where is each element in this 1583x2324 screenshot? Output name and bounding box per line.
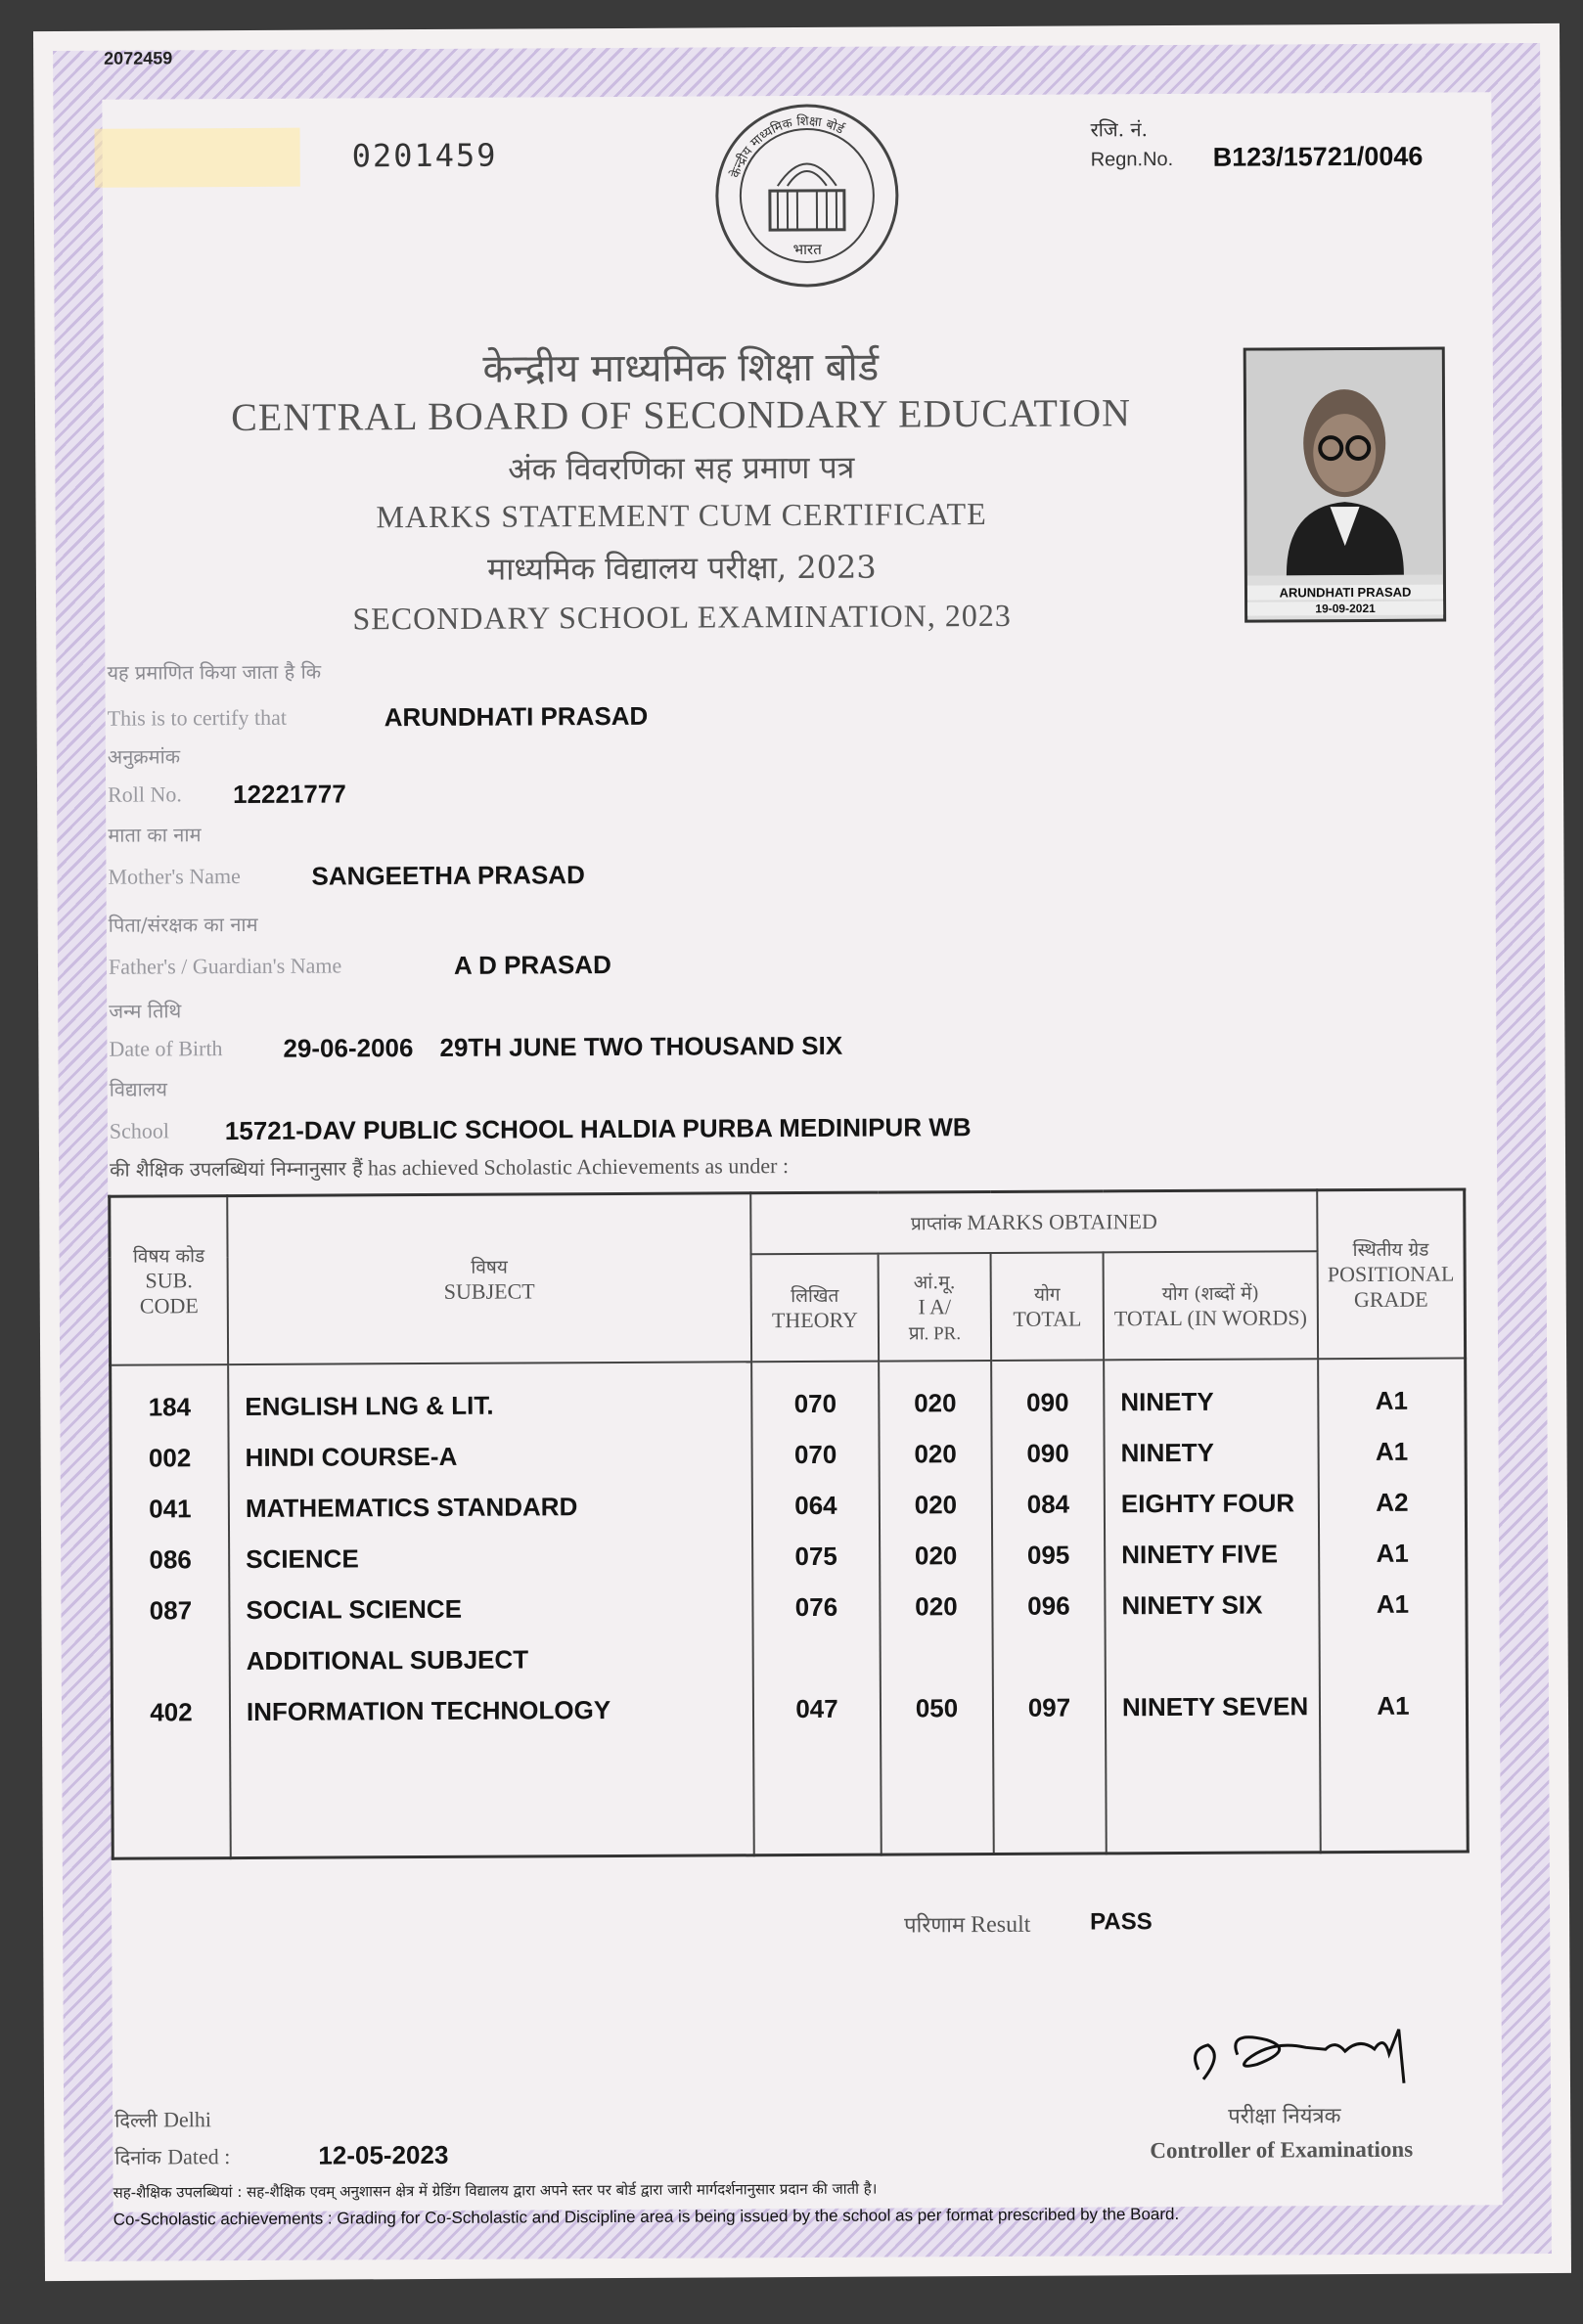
sub-code-cell: 041	[149, 1493, 192, 1524]
theory-header: THEORY	[771, 1307, 858, 1332]
roll-number: 12221777	[232, 779, 346, 810]
marks-table	[108, 1187, 1470, 1859]
issue-date: 12-05-2023	[318, 2139, 449, 2170]
date-label-english: Dated :	[167, 2144, 231, 2169]
subjects-column	[228, 1362, 754, 1858]
col-marks-obtained	[750, 1190, 1317, 1254]
sub-code-header-hindi: विषय कोड	[132, 1244, 205, 1268]
ia-cell: 020	[914, 1540, 958, 1570]
theory-cell: 075	[794, 1541, 837, 1571]
certify-label-hindi: यह प्रमाणित किया जाता है कि	[107, 659, 322, 685]
exam-title: SECONDARY SCHOOL EXAMINATION, 2023	[352, 597, 1012, 637]
certificate-number: 0201459	[351, 136, 498, 175]
date-label	[114, 2143, 230, 2170]
mother-name: SANGEETHA PRASAD	[311, 860, 585, 891]
photo-caption-date: 19-09-2021	[1247, 602, 1443, 616]
board-name-hindi: केन्द्रीय माध्यमिक शिक्षा बोर्ड	[482, 344, 880, 392]
marks-header: MARKS OBTAINED	[967, 1208, 1157, 1234]
mother-label: Mother's Name	[108, 864, 241, 889]
total-header: TOTAL	[1013, 1306, 1082, 1331]
co-scholastic-note: Co-Scholastic achievements : Grading for Co-Scholastic and Discipline area is being issued by the school as per format prescribed by the Board.	[113, 2204, 1180, 2229]
regn-number: B123/15721/0046	[1212, 141, 1424, 172]
result-label-english: Result	[971, 1911, 1031, 1939]
student-name: ARUNDHATI PRASAD	[384, 700, 649, 733]
father-name: A D PRASAD	[453, 950, 611, 980]
ia-cell: 020	[914, 1489, 958, 1519]
emblem-bottom-text: भारत	[792, 240, 822, 259]
sub-code-cell: 087	[149, 1594, 193, 1625]
regn-label-hindi: रजि. नं.	[1090, 117, 1148, 142]
col-subject	[227, 1193, 751, 1364]
col-ia	[879, 1252, 992, 1361]
total-column	[991, 1360, 1107, 1855]
subject-cell: HINDI COURSE-A	[245, 1441, 458, 1472]
grade-header-hindi: स्थितीय ग्रेड	[1352, 1238, 1429, 1261]
total-words-cell: NINETY SIX	[1121, 1589, 1263, 1620]
controller-title: Controller of Examinations	[1150, 2136, 1414, 2164]
emblem-top-text: केन्द्रीय माध्यमिक शिक्षा बोर्ड	[728, 113, 846, 180]
result-label	[904, 1909, 1030, 1940]
ia-cell: 020	[915, 1590, 958, 1621]
svg-text:केन्द्रीय माध्यमिक शिक्षा बोर्	[727, 112, 847, 179]
co-scholastic-note-hindi: सह-शैक्षिक उपलब्धियां : सह-शैक्षिक एवम् अनुशासन क्षेत्र में ग्रेडिंग विद्यालय द्वारा अपने स्तर पर बोर्ड द्वारा जारी मार्गदर्शनानुसार प्रदान की जाती है।	[113, 2179, 878, 2202]
theory-cell: 064	[794, 1490, 837, 1520]
grade-cell: A1	[1376, 1588, 1410, 1619]
theory-column	[751, 1361, 882, 1855]
col-total	[991, 1252, 1105, 1361]
signature-icon	[1179, 2010, 1453, 2099]
ia-header: I A/	[918, 1293, 952, 1318]
ia-column	[879, 1360, 994, 1855]
grade-cell: A1	[1376, 1538, 1409, 1568]
ia-cell: 050	[915, 1692, 959, 1722]
words-header: TOTAL (IN WORDS)	[1113, 1304, 1307, 1330]
total-cell: 090	[1026, 1438, 1069, 1468]
col-theory	[751, 1253, 880, 1362]
school-label-hindi: विद्यालय	[109, 1077, 167, 1101]
sub-code-cell: 184	[148, 1391, 192, 1422]
ia-pr-header: प्रा. PR.	[908, 1322, 962, 1344]
col-total-words	[1104, 1251, 1319, 1360]
controller-hindi: परीक्षा नियंत्रक	[1228, 2104, 1341, 2129]
grade-cell: A1	[1375, 1436, 1409, 1466]
total-words-cell: NINETY	[1120, 1437, 1215, 1467]
dob-label-hindi: जन्म तिथि	[109, 999, 182, 1023]
regn-label: Regn.No.	[1090, 149, 1174, 171]
total-cell: 097	[1027, 1692, 1071, 1722]
subject-cell: SCIENCE	[246, 1542, 359, 1574]
place-hindi: दिल्ली	[114, 2108, 158, 2132]
sub-code-header: SUB. CODE	[139, 1268, 199, 1318]
subject-header: SUBJECT	[443, 1278, 535, 1304]
student-portrait-icon	[1246, 350, 1443, 576]
doc-title: MARKS STATEMENT CUM CERTIFICATE	[376, 496, 987, 535]
subject-cell: INFORMATION TECHNOLOGY	[246, 1694, 611, 1726]
top-serial-number: 2072459	[104, 48, 173, 68]
theory-header-hindi: लिखित	[791, 1284, 839, 1307]
total-cell: 096	[1027, 1590, 1070, 1621]
school-name: 15721-DAV PUBLIC SCHOOL HALDIA PURBA MEDINIPUR WB	[224, 1112, 972, 1146]
mother-label-hindi: माता का नाम	[108, 823, 202, 847]
photo-caption-name: ARUNDHATI PRASAD	[1247, 585, 1443, 601]
marks-header-hindi: प्राप्तांक	[910, 1212, 962, 1235]
table-body-row	[111, 1358, 1469, 1858]
place-label	[114, 2106, 211, 2133]
subject-cell: ENGLISH LNG & LIT.	[245, 1390, 494, 1421]
col-sub-code	[110, 1196, 228, 1365]
subject-cell: SOCIAL SCIENCE	[246, 1593, 463, 1625]
yellow-sticker	[95, 128, 300, 188]
additional-subject-label: ADDITIONAL SUBJECT	[246, 1643, 529, 1676]
father-label: Father's / Guardian's Name	[108, 953, 342, 979]
col-grade	[1317, 1189, 1465, 1359]
subject-header-hindi: विषय	[471, 1256, 508, 1278]
theory-cell: 047	[795, 1693, 838, 1723]
achievement-line	[110, 1152, 789, 1183]
date-label-hindi: दिनांक	[114, 2145, 161, 2169]
exam-title-hindi: माध्यमिक विद्यालय परीक्षा, 2023	[486, 548, 877, 588]
total-words-cell: NINETY FIVE	[1121, 1538, 1279, 1569]
sub-code-cell: 086	[149, 1543, 192, 1575]
grade-column	[1318, 1358, 1468, 1853]
ia-header-hindi: आं.मू.	[913, 1271, 956, 1293]
doc-title-hindi: अंक विवरणिका सह प्रमाण पत्र	[508, 448, 855, 488]
ia-cell: 020	[914, 1438, 957, 1468]
grade-cell: A1	[1375, 1385, 1409, 1415]
certificate-sheet	[33, 23, 1571, 2281]
achievement-hindi: की शैक्षिक उपलब्धियां निम्नानुसार हैं	[110, 1156, 363, 1182]
grade-header: POSITIONAL GRADE	[1327, 1261, 1455, 1312]
ia-cell: 020	[914, 1387, 957, 1417]
total-words-cell: EIGHTY FOUR	[1120, 1487, 1295, 1518]
cbse-emblem-icon	[708, 97, 905, 293]
student-photo	[1244, 347, 1446, 623]
sub-code-cell: 002	[148, 1442, 192, 1473]
place-english: Delhi	[163, 2107, 212, 2132]
school-label: School	[109, 1118, 170, 1143]
total-words-cell: NINETY	[1120, 1386, 1214, 1416]
theory-cell: 070	[793, 1439, 837, 1469]
result-value: PASS	[1090, 1908, 1153, 1936]
dob-label: Date of Birth	[109, 1036, 223, 1061]
roll-label-hindi: अनुक्रमांक	[107, 744, 181, 769]
total-header-hindi: योग	[1033, 1283, 1061, 1306]
theory-cell: 070	[793, 1388, 837, 1418]
subject-cell: MATHEMATICS STANDARD	[245, 1491, 578, 1523]
dob-value: 29-06-2006	[283, 1033, 414, 1063]
total-words-cell: NINETY SEVEN	[1121, 1690, 1309, 1721]
total-cell: 095	[1026, 1540, 1070, 1570]
codes-column	[111, 1364, 231, 1859]
words-header-hindi: योग (शब्दों में)	[1161, 1282, 1259, 1305]
dob-words: 29TH JUNE TWO THOUSAND SIX	[439, 1030, 843, 1062]
board-name: CENTRAL BOARD OF SECONDARY EDUCATION	[231, 390, 1132, 440]
certify-label: This is to certify that	[107, 704, 288, 731]
total-cell: 084	[1026, 1489, 1070, 1519]
result-label-hindi: परिणाम	[904, 1913, 966, 1939]
achievement-english: has achieved Scholastic Achievements as under :	[367, 1153, 790, 1181]
theory-cell: 076	[794, 1591, 838, 1622]
grade-cell: A2	[1376, 1487, 1409, 1517]
words-column	[1104, 1359, 1321, 1854]
grade-cell: A1	[1377, 1690, 1410, 1721]
sub-code-cell: 402	[150, 1696, 193, 1726]
father-label-hindi: पिता/संरक्षक का नाम	[108, 912, 258, 937]
total-cell: 090	[1026, 1387, 1069, 1417]
roll-label: Roll No.	[108, 782, 182, 807]
